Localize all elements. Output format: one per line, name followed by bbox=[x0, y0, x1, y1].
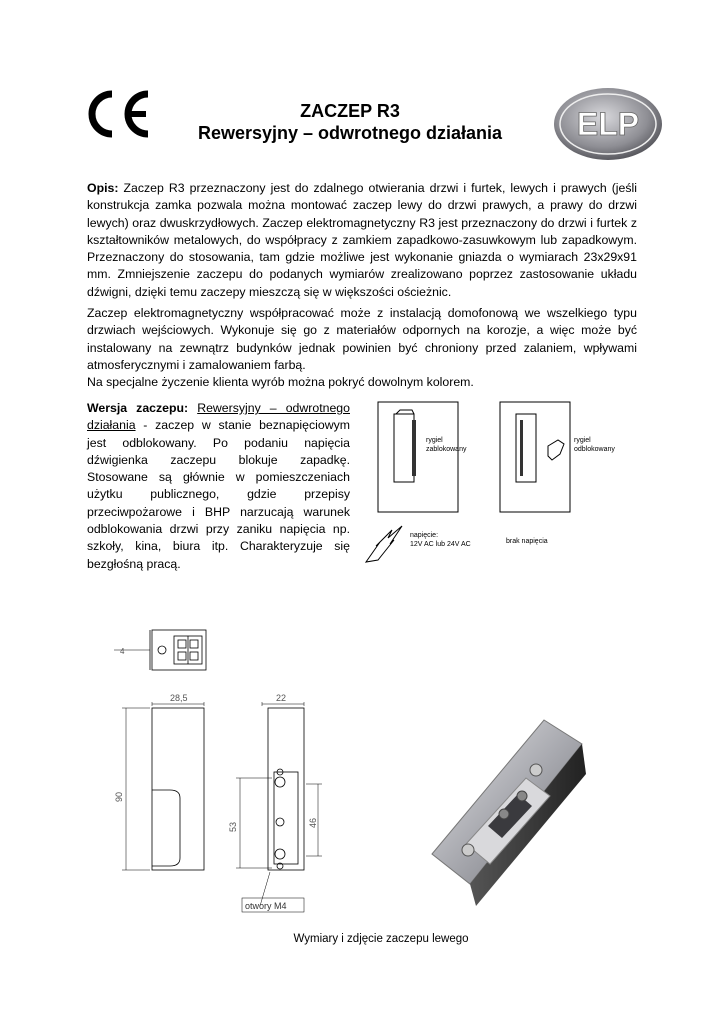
holes-note: otwory M4 bbox=[245, 901, 287, 911]
version-label: Wersja zaczepu: bbox=[87, 401, 189, 415]
title-line-2: Rewersyjny – odwrotnego działania bbox=[197, 123, 503, 143]
figure-caption: Wymiary i zdjęcie zaczepu lewego bbox=[293, 933, 469, 945]
unlocked-label-1: rygiel bbox=[574, 437, 591, 444]
unlocked-label-2: odblokowany bbox=[574, 446, 615, 453]
no-voltage-label: brak napięcia bbox=[506, 538, 548, 545]
dim-width: 28,5 bbox=[170, 693, 188, 703]
operation-diagram bbox=[352, 398, 652, 570]
ce-mark-text: CE bbox=[84, 73, 107, 90]
dim-height: 90 bbox=[114, 791, 124, 802]
product-photo bbox=[426, 714, 606, 906]
dim-holes: 53 bbox=[228, 821, 238, 832]
voltage-label-1: napięcie: bbox=[410, 532, 439, 539]
version-type: Rewersyjny – odwrotnego działania bbox=[87, 401, 350, 433]
technical-drawing bbox=[100, 622, 330, 922]
logo-text: ELP bbox=[576, 106, 640, 142]
version-paragraph bbox=[87, 400, 350, 573]
description-text: Zaczep R3 przeznaczony jest do zdalnego otwierania drzwi i furtek, lewych i prawych (jeśli konstrukcja zamka pozwala można montować zaczep lewy do drzwi prawych, a prawy do drzwi lewych) oraz dwuskrzydłowych. Zaczep elektromagnetyczny R3 jest przeznaczony do drzwi i furtek z kształtowników metalowych, do współpracy z zamkiem zapadkowo-zasuwkowym lub zapadkowym. Przeznaczony do stosowania, tam gdzie możliwe jest wykonanie gniazda o wymiarach 23x29x91 mm. Zmniejszenie zaczepu do podanych wymiarów zrealizowano poprzez zastosowanie układu dźwigni, dzięki temu zaczepy mieszczą się w większości ościeżnic. bbox=[87, 181, 637, 299]
ce-mark bbox=[84, 73, 154, 142]
description-paragraph bbox=[87, 180, 637, 301]
dim-side: 22 bbox=[276, 693, 287, 703]
locked-label-2: zablokowany bbox=[426, 446, 467, 453]
intercom-paragraph bbox=[87, 305, 637, 391]
intercom-text: Zaczep elektromagnetyczny współpracować może z instalacją domofonową we wszelkiego typu drzwiach wejściowych. Wykonuje się go z materiałów odpornych na korozje, a więc może być instalowany na zewnątrz budynków jednak powinien być chroniony przed zalaniem, wpływami atmosferycznymi i zamalowaniem farbą. bbox=[87, 306, 637, 372]
color-note: Na specjalne życzenie klienta wyrób można pokryć dowolnym kolorem. bbox=[87, 375, 474, 390]
description-label: Opis: bbox=[87, 181, 119, 195]
voltage-label-2: 12V AC lub 24V AC bbox=[410, 541, 471, 548]
dim-inner: 46 bbox=[308, 817, 318, 828]
elp-logo bbox=[552, 86, 664, 162]
dim-depth: 4 bbox=[120, 647, 125, 656]
locked-label-1: rygiel bbox=[426, 437, 443, 444]
page-title bbox=[170, 100, 530, 144]
version-text: - zaczep w stanie beznapięciowym jest odblokowany. Po podaniu napięcia dźwigienka zaczepu blokuje zapadkę. Stosowane są głównie w pomieszczeniach użytku publicznego, gdzie przepisy przeciwpożarowe i BHP narzucają warunek odblokowania drzwi przy zaniku napięcia np. szkoły, kina, biura itp. Charakteryzuje się bezgłośną pracą. bbox=[87, 418, 350, 571]
title-line-1: ZACZEP R3 bbox=[300, 101, 400, 121]
